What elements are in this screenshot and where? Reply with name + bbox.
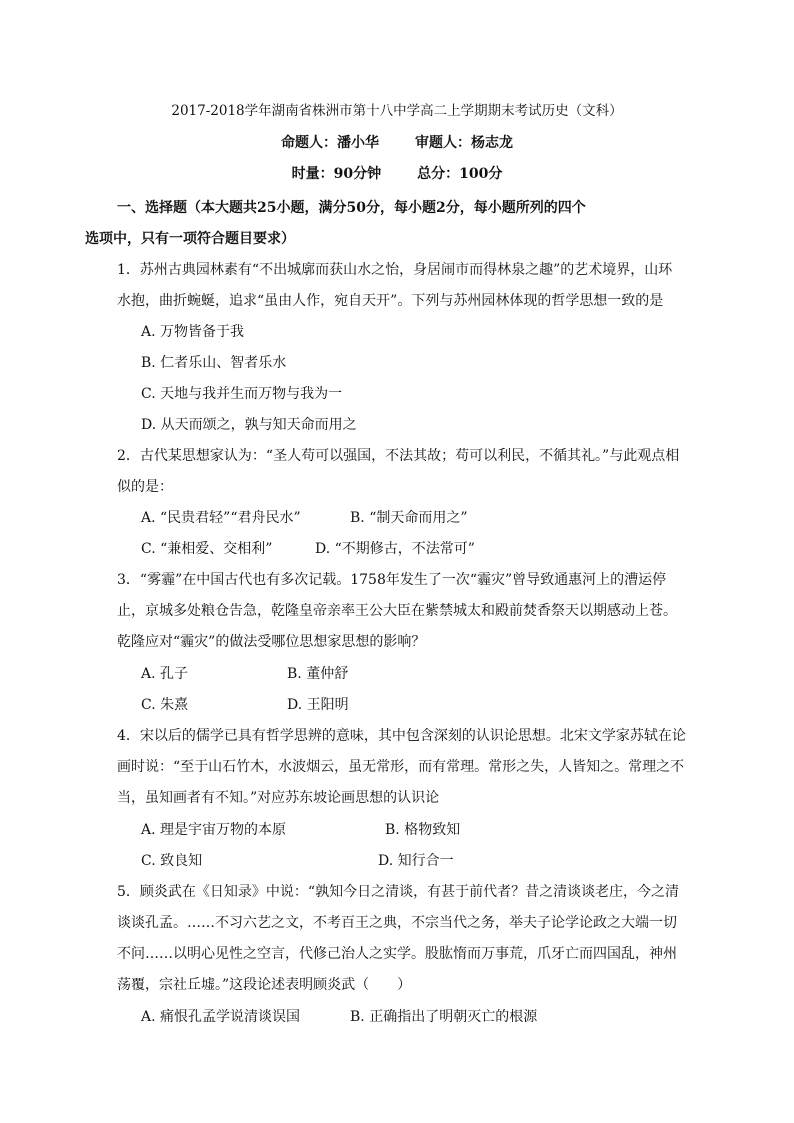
question-1-option-c: C. 天地与我并生而万物与我为一: [141, 386, 343, 402]
question-4-option-c: C. 致良知: [141, 853, 203, 869]
reviewer: 审题人：杨志龙: [415, 135, 513, 151]
section-heading-line1: 一、选择题（本大题共25小题，满分50分，每小题2分，每小题所列的四个: [117, 200, 586, 216]
question-2-option-b: B. “制天命而用之”: [350, 510, 468, 526]
question-5-option-a: A. 痛恨孔孟学说清谈误国: [141, 1009, 301, 1025]
question-2-option-c: C. “兼相爱、交相利”: [141, 541, 273, 557]
question-4-stem-line3: 当，虽知画者有不知。”对应苏东坡论画思想的认识论: [117, 790, 440, 806]
question-5-stem-line2: 谈谈孔孟。……不习六艺之文，不考百王之典，不宗当代之务，举夫子论学论政之大端一切: [117, 915, 677, 931]
question-1-stem-line2: 水抱，曲折蜿蜒，追求“虽由人作，宛自天开”。下列与苏州园林体现的哲学思想一致的是: [117, 293, 664, 309]
question-3-option-c: C. 朱熹: [141, 697, 189, 713]
question-3-stem-line2: 止，京城多处粮仓告急，乾隆皇帝亲率王公大臣在紫禁城太和殿前焚香祭天以期感动上苍。: [117, 603, 677, 619]
question-3-stem-line3: 乾隆应对“霾灾”的做法受哪位思想家思想的影响？: [117, 634, 426, 650]
time-score-line: [0, 164, 794, 184]
question-5-stem-line1: 5．顾炎武在《日知录》中说：“孰知今日之清谈，有甚于前代者？昔之清谈谈老庄，今之清: [117, 884, 680, 900]
question-5-stem-line3: 不问……以明心见性之空言，代修己治人之实学。股肱惰而万事荒，爪牙亡而四国乱，神州: [117, 946, 677, 962]
question-1-option-a: A. 万物皆备于我: [141, 324, 245, 340]
question-3-stem-line1: 3．“雾霾”在中国古代也有多次记载。1758年发生了一次“霾灾”曾导致通惠河上的漕运停: [117, 572, 667, 588]
section-heading-line2: 选项中，只有一项符合题目要求）: [85, 231, 295, 247]
question-2-option-d: D. “不期修古，不法常可”: [315, 541, 475, 557]
question-2-option-a: A. “民贵君轻”“君舟民水”: [141, 510, 301, 526]
exam-title: 2017-2018学年湖南省株洲市第十八中学高二上学期期末考试历史（文科）: [171, 103, 623, 119]
exam-time: 时量：90分钟: [291, 166, 382, 182]
question-2-stem-line2: 似的是：: [117, 479, 173, 495]
total-score: 总分：100分: [417, 166, 503, 182]
question-1-option-b: B. 仁者乐山、智者乐水: [141, 355, 287, 371]
question-4-stem-line1: 4．宋以后的儒学已具有哲学思辨的意味，其中包含深刻的认识论思想。北宋文学家苏轼在论: [117, 728, 686, 744]
setter: 命题人：潘小华: [281, 135, 379, 151]
question-1-stem-line1: 1．苏州古典园林素有“不出城廓而获山水之怡，身居闹市而得林泉之趣”的艺术境界，山环: [117, 262, 673, 278]
question-4-option-a: A. 理是宇宙万物的本原: [141, 822, 287, 838]
question-3-option-a: A. 孔子: [141, 666, 189, 682]
question-1-option-d: D. 从天而颂之，孰与知天命而用之: [141, 417, 357, 433]
question-4-stem-line2: 画时说：“至于山石竹木，水波烟云，虽无常形，而有常理。常形之失，人皆知之。常理之不: [117, 759, 685, 775]
question-2-stem-line1: 2．古代某思想家认为：“圣人苟可以强国，不法其故；苟可以利民，不循其礼。”与此观点相: [117, 448, 680, 464]
question-3-option-b: B. 董仲舒: [287, 666, 349, 682]
question-3-option-d: D. 王阳明: [287, 697, 349, 713]
question-4-option-d: D. 知行合一: [378, 853, 454, 869]
authors-line: [0, 133, 794, 153]
question-5-option-b: B. 正确指出了明朝灭亡的根源: [350, 1009, 538, 1025]
question-4-option-b: B. 格物致知: [385, 822, 461, 838]
question-5-stem-line4: 荡覆，宗社丘墟。”这段论述表明顾炎武（ ）: [117, 977, 412, 993]
